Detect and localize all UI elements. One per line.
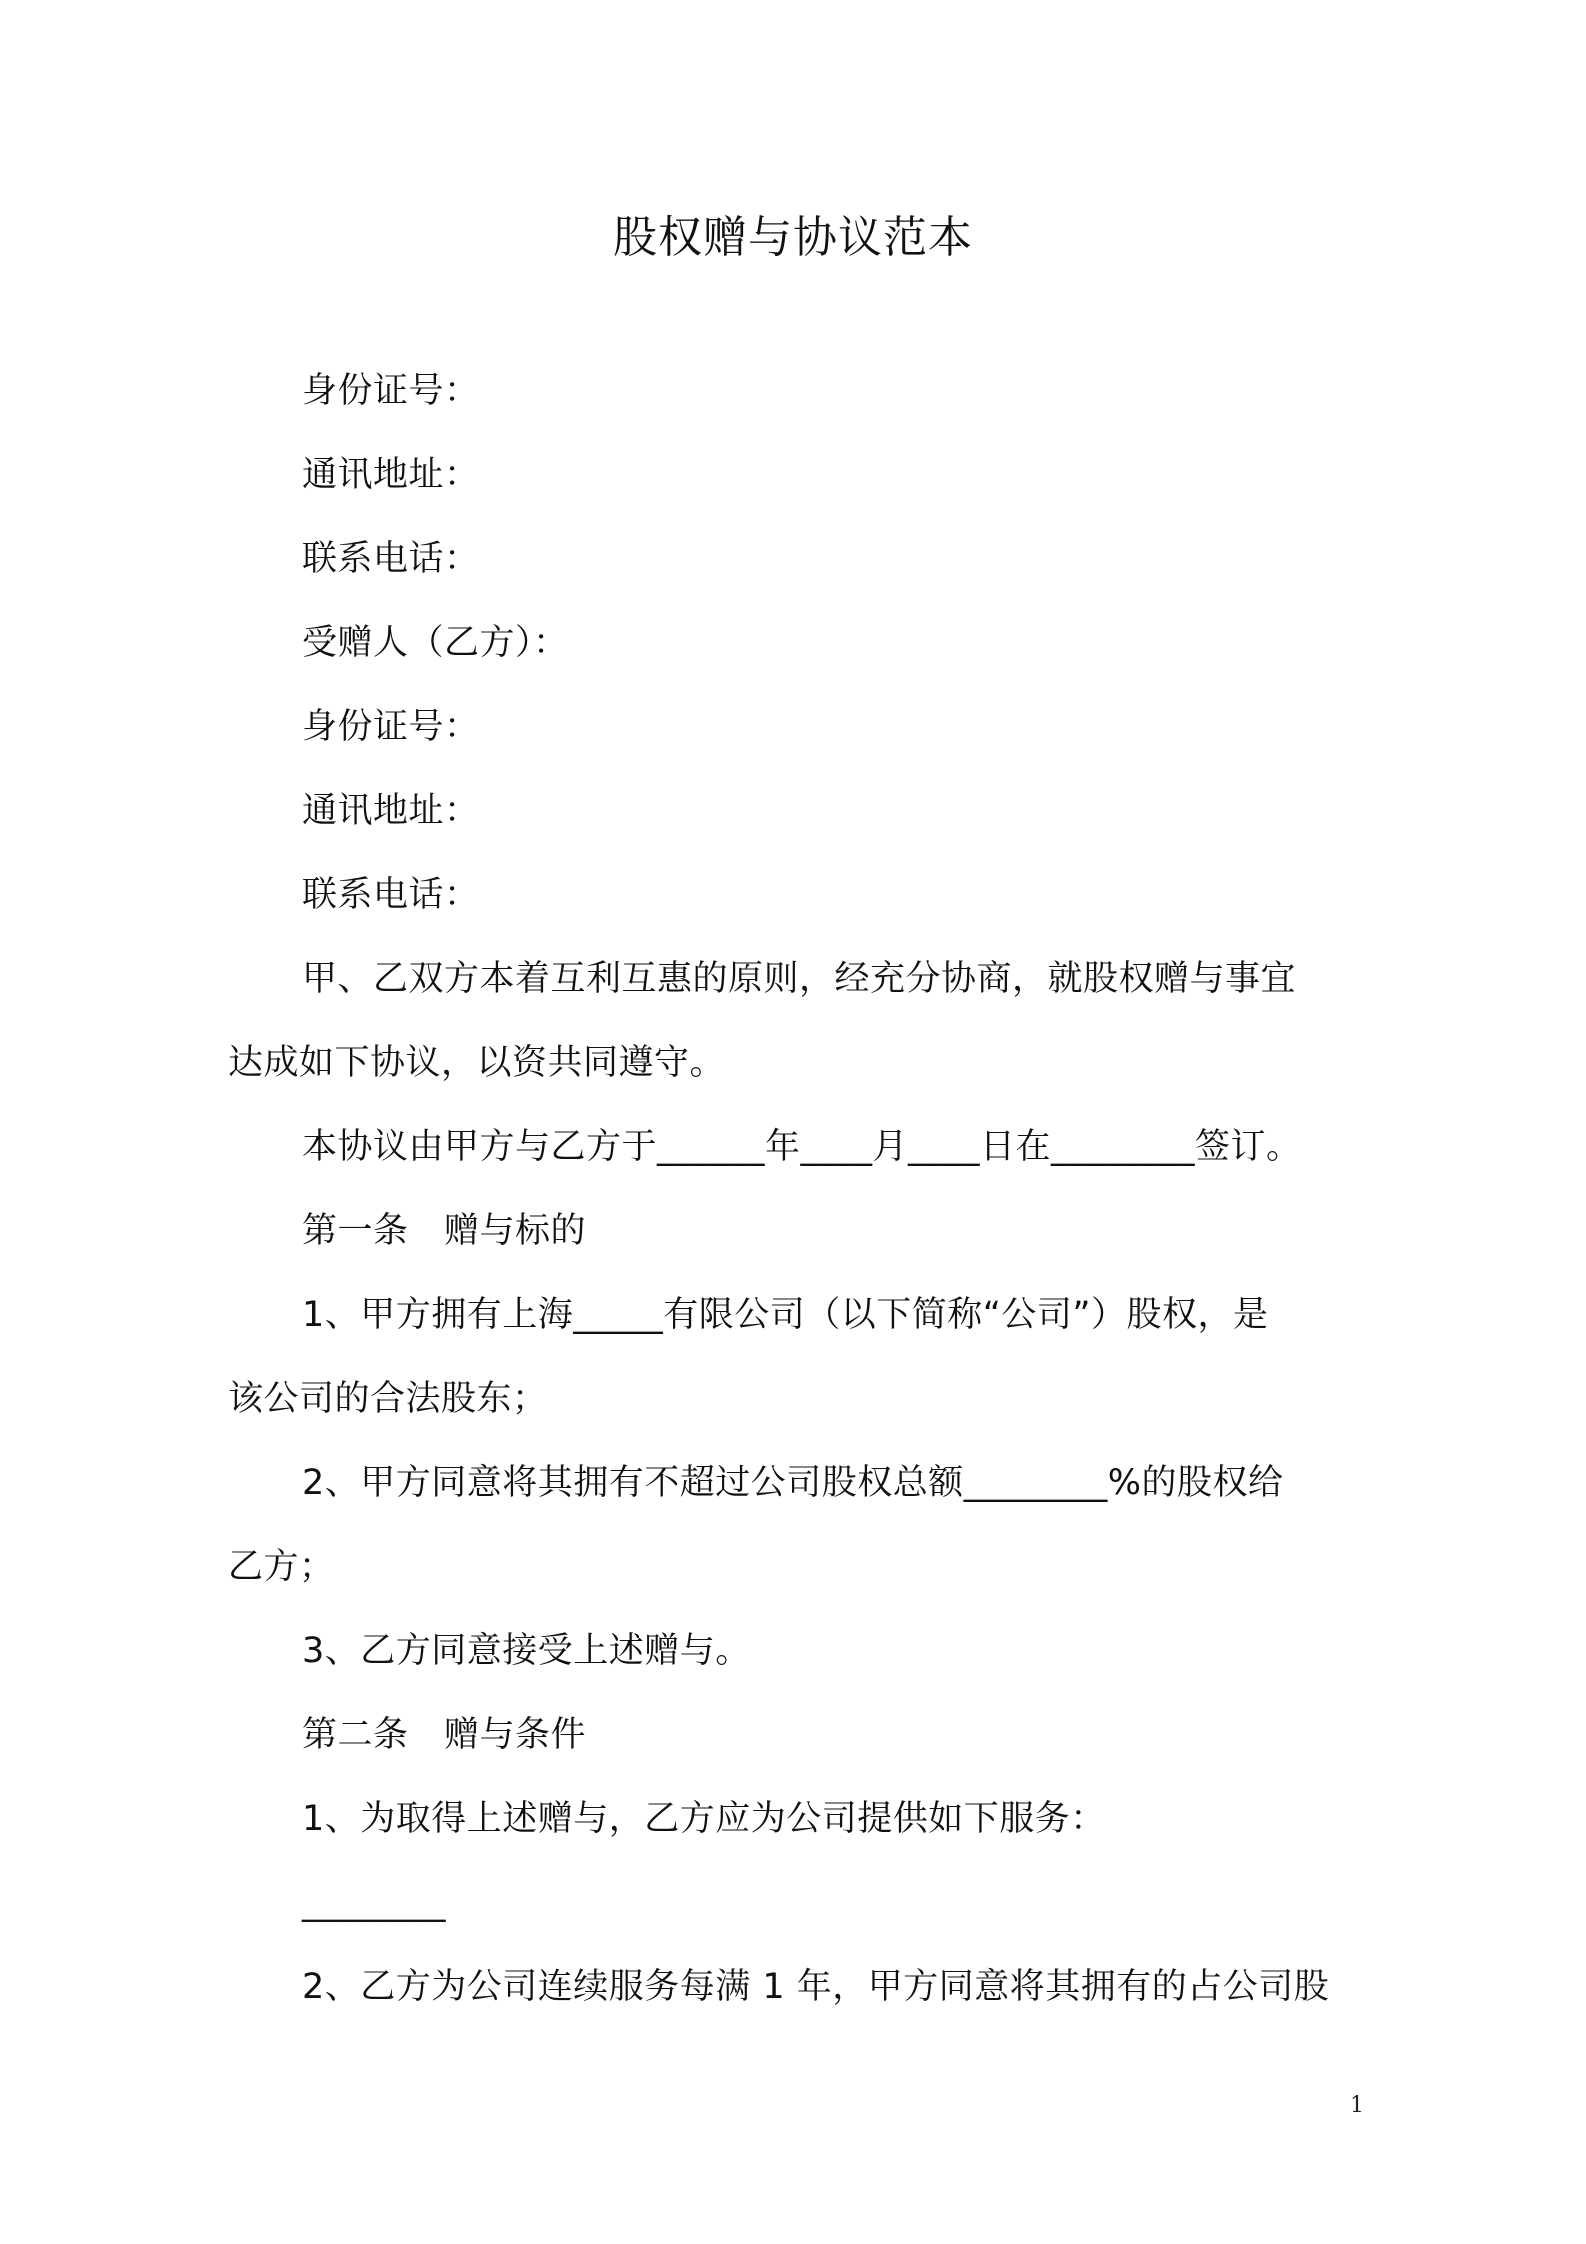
document-title: 股权赠与协议范本 bbox=[613, 212, 973, 263]
field-address-recipient: 通讯地址： bbox=[302, 791, 480, 831]
page-number: 1 bbox=[1350, 2093, 1364, 2118]
article-2-item-2-line-1: 2、乙方为公司连续服务每满 1 年，甲方同意将其拥有的占公司股 bbox=[302, 1967, 1330, 2007]
field-phone-donor: 联系电话： bbox=[302, 539, 480, 579]
article-1-item-1-line-1: 1、甲方拥有上海_____有限公司（以下简称“公司”）股权，是 bbox=[302, 1295, 1269, 1335]
article-2-blank: ________ bbox=[302, 1883, 446, 1923]
field-id-number-donor: 身份证号： bbox=[302, 371, 480, 411]
article-2-item-1: 1、为取得上述赠与，乙方应为公司提供如下服务： bbox=[302, 1799, 1106, 1839]
field-id-number-recipient: 身份证号： bbox=[302, 707, 480, 747]
article-1-heading: 第一条 赠与标的 bbox=[302, 1211, 587, 1251]
field-recipient: 受赠人（乙方）： bbox=[302, 623, 569, 663]
preamble-line-1: 甲、乙双方本着互利互惠的原则，经充分协商，就股权赠与事宜 bbox=[302, 959, 1297, 999]
article-1-item-3: 3、乙方同意接受上述赠与。 bbox=[302, 1631, 751, 1671]
article-1-item-2-line-1: 2、甲方同意将其拥有不超过公司股权总额________%的股权给 bbox=[302, 1463, 1284, 1503]
article-1-item-2-line-2: 乙方； bbox=[228, 1547, 335, 1587]
field-address-donor: 通讯地址： bbox=[302, 455, 480, 495]
article-1-item-1-line-2: 该公司的合法股东； bbox=[228, 1379, 548, 1419]
field-phone-recipient: 联系电话： bbox=[302, 875, 480, 915]
article-2-heading: 第二条 赠与条件 bbox=[302, 1715, 587, 1755]
signing-statement: 本协议由甲方与乙方于______年____月____日在________签订。 bbox=[302, 1127, 1302, 1167]
preamble-line-2: 达成如下协议，以资共同遵守。 bbox=[228, 1043, 726, 1083]
